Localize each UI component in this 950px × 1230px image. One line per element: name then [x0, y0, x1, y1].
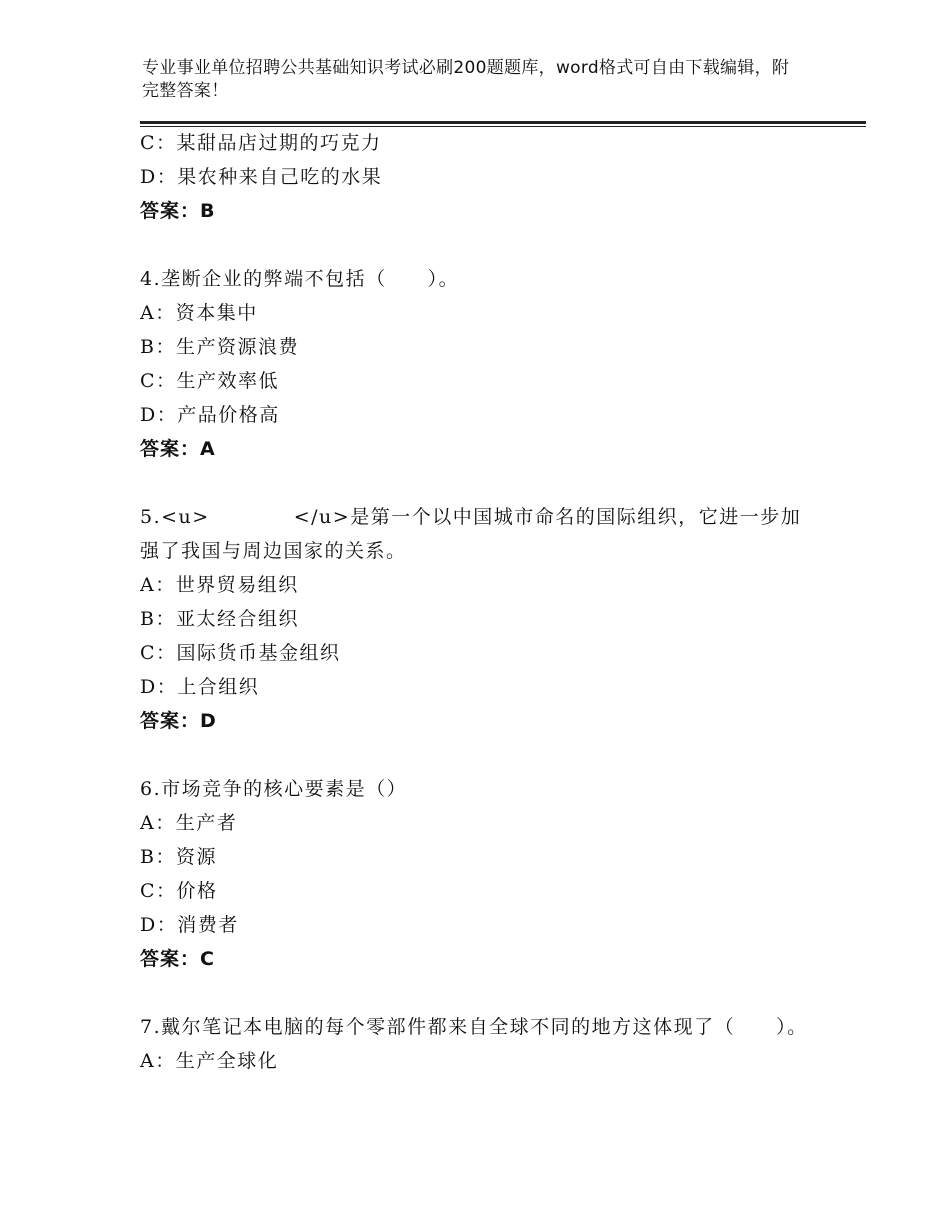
q5-option-b: B：亚太经合组织	[140, 608, 299, 630]
q3-option-c: C：某甜品店过期的巧克力	[140, 132, 382, 154]
q5-stem-prefix: 5.<u>	[140, 506, 210, 528]
question-list	[140, 126, 820, 1078]
q4-option-a: A：资本集中	[140, 302, 258, 324]
q5-stem	[140, 500, 820, 568]
q6-option-b: B：资源	[140, 846, 217, 868]
q4-option-d: D：产品价格高	[140, 404, 280, 426]
q5-answer: 答案：D	[140, 710, 217, 732]
q5-option-d: D：上合组织	[140, 676, 260, 698]
q5-option-a: A：世界贸易组织	[140, 574, 299, 596]
q6-option-d: D：消费者	[140, 914, 239, 936]
spacer	[140, 466, 820, 500]
spacer	[140, 976, 820, 1010]
q3-answer: 答案：B	[140, 200, 216, 222]
q6-stem: 6.市场竞争的核心要素是（）	[140, 778, 408, 800]
q7-stem: 7.戴尔笔记本电脑的每个零部件都来自全球不同的地方这体现了（ ）。	[140, 1016, 808, 1038]
document-header	[142, 57, 802, 103]
q3-option-d: D：果农种来自己吃的水果	[140, 166, 383, 188]
q6-option-c: C：价格	[140, 880, 218, 902]
spacer	[140, 228, 820, 262]
q4-stem: 4.垄断企业的弊端不包括（ ）。	[140, 268, 460, 290]
q4-answer: 答案：A	[140, 438, 216, 460]
q6-answer: 答案：C	[140, 948, 215, 970]
header-divider-thick	[140, 121, 866, 124]
q7-option-a: A：生产全球化	[140, 1050, 279, 1072]
q5-option-c: C：国际货币基金组织	[140, 642, 341, 664]
q6-option-a: A：生产者	[140, 812, 238, 834]
q5-stem-text: </u>是第一个以中国城市命名的国际组织，它进一步加强了我国与周边国家的关系。	[140, 506, 802, 562]
spacer	[140, 738, 820, 772]
header-title: 专业事业单位招聘公共基础知识考试必刷200题题库，word格式可自由下载编辑，附完整答案！	[142, 58, 790, 101]
q4-option-c: C：生产效率低	[140, 370, 280, 392]
q4-option-b: B：生产资源浪费	[140, 336, 299, 358]
